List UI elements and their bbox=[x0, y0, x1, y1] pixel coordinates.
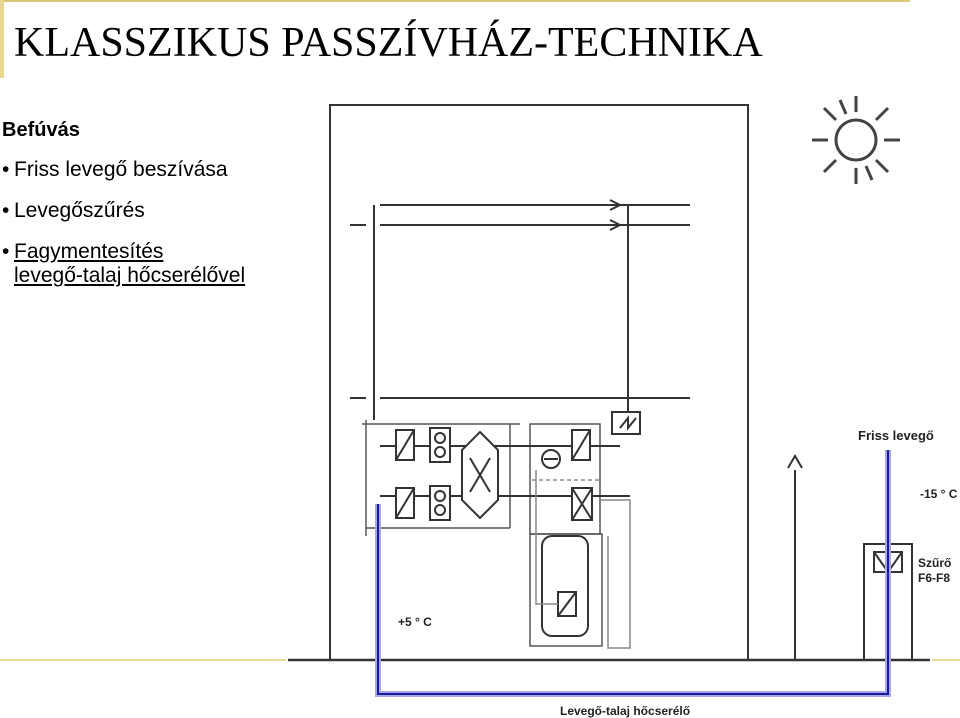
fresh-air-label: Friss levegő bbox=[858, 428, 934, 443]
bullet-item: • Levegőszűrés bbox=[2, 199, 145, 222]
supply-ducts bbox=[350, 200, 690, 420]
exchanger-label: Levegő-talaj hőcserélő bbox=[560, 704, 691, 718]
electric-heater-icon bbox=[612, 412, 640, 434]
filter-label: Szűrő bbox=[918, 556, 952, 570]
heat-exchanger bbox=[462, 432, 498, 518]
filter-class-label: F6-F8 bbox=[918, 571, 951, 585]
indoor-temp-label: +5 ° C bbox=[398, 615, 432, 629]
bullet-item: • Fagymentesítés levegő-talaj hőcserélővel bbox=[2, 240, 246, 287]
fan-icon bbox=[430, 428, 450, 520]
section-heading: Befúvás bbox=[2, 119, 80, 141]
heater-coil bbox=[572, 488, 592, 520]
bullet-item: • Friss levegő beszívása bbox=[2, 158, 228, 181]
ground-heat-exchanger-duct bbox=[378, 450, 888, 694]
house-outline bbox=[330, 105, 748, 660]
outdoor-temp-label: -15 ° C bbox=[920, 487, 958, 501]
slide-title: KLASSZIKUS PASSZÍVHÁZ-TECHNIKA bbox=[14, 20, 763, 66]
pump-icon bbox=[542, 450, 560, 468]
sun-icon bbox=[812, 96, 900, 184]
storage-tank bbox=[542, 536, 588, 636]
